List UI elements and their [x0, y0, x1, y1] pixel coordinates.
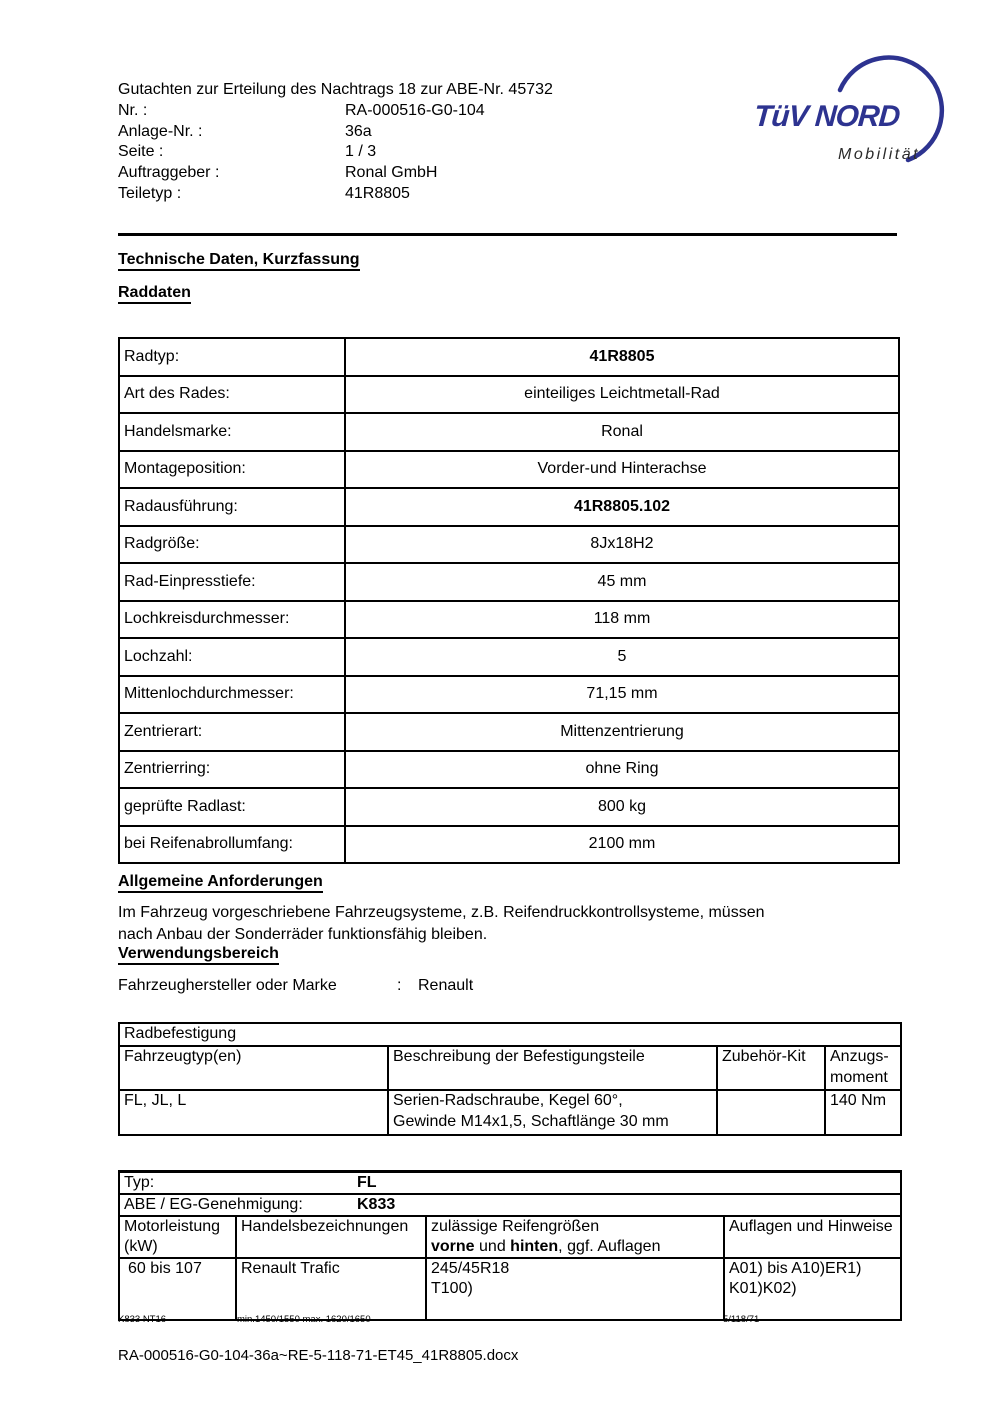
section-heading-verwendungsbereich: Verwendungsbereich [118, 945, 279, 963]
abe-label: ABE / EG-Genehmigung: [124, 1196, 303, 1213]
footnote-left: K833 NT16 [118, 1314, 167, 1325]
abe-row [119, 1194, 901, 1216]
cell-fahrzeugtyp: FL, JL, L [119, 1090, 388, 1135]
row-label: Handelsmarke: [119, 413, 345, 451]
table-header-row [119, 1216, 901, 1258]
row-value: ohne Ring [345, 751, 899, 789]
field-label: Seite : [118, 143, 164, 161]
row-label: Radtyp: [119, 338, 345, 376]
field-label: Teiletyp : [118, 184, 182, 202]
field-value: 36a [345, 122, 372, 140]
field-label: Nr. : [118, 101, 148, 119]
table-row [119, 338, 899, 376]
row-label: Lochkreisdurchmesser: [119, 601, 345, 639]
row-value: Mittenzentrierung [345, 713, 899, 751]
table-row [119, 751, 899, 789]
row-label: Art des Rades: [119, 376, 345, 414]
header-field-nr [118, 101, 553, 122]
allgemeine-anforderungen-text [118, 902, 918, 945]
section-heading-raddaten: Raddaten [118, 284, 191, 302]
row-label: Rad-Einpresstiefe: [119, 563, 345, 601]
cell-anzugsmoment: 140 Nm [825, 1090, 901, 1135]
cell-auflagen: A01) bis A10)ER1) K01)K02) [724, 1258, 901, 1320]
header-field-auftraggeber [118, 163, 553, 184]
table-row [119, 826, 899, 864]
row-value: 118 mm [345, 601, 899, 639]
tuv-nord-logo [748, 48, 968, 178]
cell-reifengroessen: 245/45R18 T100) [426, 1258, 724, 1320]
table-row [119, 788, 899, 826]
row-value: 800 kg [345, 788, 899, 826]
section-heading-technische-daten: Technische Daten, Kurzfassung [118, 251, 360, 269]
table-row [119, 638, 899, 676]
row-value: einteiliges Leichtmetall-Rad [345, 376, 899, 414]
column-header: Beschreibung der Befestigungsteile [388, 1046, 717, 1090]
column-header: Zubehör-Kit [717, 1046, 825, 1090]
row-value: 45 mm [345, 563, 899, 601]
row-label: Mittenlochdurchmesser: [119, 676, 345, 714]
cell-motorleistung: 60 bis 107 [119, 1258, 236, 1320]
cell-beschreibung: Serien-Radschraube, Kegel 60°, Gewinde M14x1,5, Schaftlänge 30 mm [388, 1090, 717, 1135]
column-header-motorleistung: Motorleistung (kW) [119, 1216, 236, 1258]
row-value: 5 [345, 638, 899, 676]
paragraph-line: nach Anbau der Sonderräder funktionsfähig bleiben. [118, 925, 488, 943]
header-field-teiletyp [118, 184, 553, 205]
row-label: Montageposition: [119, 451, 345, 489]
row-value: 71,15 mm [345, 676, 899, 714]
header-field-seite [118, 142, 553, 163]
column-header-reifengroessen: zulässige Reifengrößen vorne und hinten, ggf. Auflagen [426, 1216, 724, 1258]
table-row [119, 526, 899, 564]
column-header-handelsbezeichnungen: Handelsbezeichnungen [236, 1216, 426, 1258]
document-title: Gutachten zur Erteilung des Nachtrags 18 zur ABE-Nr. 45732 [118, 81, 553, 98]
typ-table [118, 1170, 902, 1321]
row-value: 8Jx18H2 [345, 526, 899, 564]
tuv-nord-tagline: Mobilität [838, 146, 921, 163]
typ-label: Typ: [124, 1174, 155, 1191]
table-row [119, 563, 899, 601]
tuv-nord-wordmark: TüV NORD [752, 100, 901, 133]
row-label: Radausführung: [119, 488, 345, 526]
paragraph-line: Im Fahrzeug vorgeschriebene Fahrzeugsysteme, z.B. Reifendruckkontrollsysteme, müssen [118, 904, 765, 921]
hersteller-separator: : [397, 977, 402, 994]
table-row [119, 376, 899, 414]
footer-filename: RA-000516-G0-104-36a~RE-5-118-71-ET45_41R8805.docx [118, 1347, 519, 1364]
footnote-mid: min.1450/1550 max. 1620/1650 [237, 1314, 371, 1325]
field-label: Anlage-Nr. : [118, 122, 203, 140]
column-header: Anzugs- moment [825, 1046, 901, 1090]
column-header-auflagen: Auflagen und Hinweise [724, 1216, 901, 1258]
row-value: 41R8805.102 [345, 488, 899, 526]
row-label: Lochzahl: [119, 638, 345, 676]
section-heading-allgemeine-anforderungen: Allgemeine Anforderungen [118, 873, 323, 891]
radbefestigung-title: Radbefestigung [119, 1023, 901, 1046]
table-row [119, 451, 899, 489]
table-row [119, 601, 899, 639]
row-value: 2100 mm [345, 826, 899, 864]
footnote-right: 5/118/71 [723, 1314, 760, 1325]
row-label: Zentrierring: [119, 751, 345, 789]
field-value: 1 / 3 [345, 143, 377, 161]
table-row [119, 413, 899, 451]
field-value: 41R8805 [345, 184, 410, 202]
radbefestigung-table [118, 1022, 902, 1136]
hersteller-value: Renault [418, 977, 474, 994]
row-value: Vorder-und Hinterachse [345, 451, 899, 489]
fahrzeughersteller-line [118, 977, 473, 995]
table-header-row [119, 1046, 901, 1090]
table-footnotes [118, 1314, 900, 1326]
abe-value: K833 [357, 1196, 396, 1213]
typ-row [119, 1172, 901, 1195]
hersteller-label: Fahrzeughersteller oder Marke [118, 977, 337, 994]
cell-handelsbezeichnung: Renault Trafic [236, 1258, 426, 1320]
table-title-row [119, 1023, 901, 1046]
document-header [118, 80, 553, 205]
field-label: Auftraggeber : [118, 164, 220, 182]
field-value: RA-000516-G0-104 [345, 101, 485, 119]
row-value: Ronal [345, 413, 899, 451]
raddaten-table [118, 337, 900, 864]
table-row [119, 1090, 901, 1135]
cell-zubehoer-kit [717, 1090, 825, 1135]
row-label: Radgröße: [119, 526, 345, 564]
row-label: Zentrierart: [119, 713, 345, 751]
row-label: bei Reifenabrollumfang: [119, 826, 345, 864]
table-row [119, 676, 899, 714]
table-row [119, 488, 899, 526]
typ-value: FL [357, 1174, 377, 1191]
field-value: Ronal GmbH [345, 164, 438, 182]
column-header: Fahrzeugtyp(en) [119, 1046, 388, 1090]
table-row [119, 713, 899, 751]
header-field-anlage [118, 122, 553, 143]
row-value: 41R8805 [345, 338, 899, 376]
row-label: geprüfte Radlast: [119, 788, 345, 826]
table-row [119, 1258, 901, 1320]
header-divider [118, 233, 897, 236]
